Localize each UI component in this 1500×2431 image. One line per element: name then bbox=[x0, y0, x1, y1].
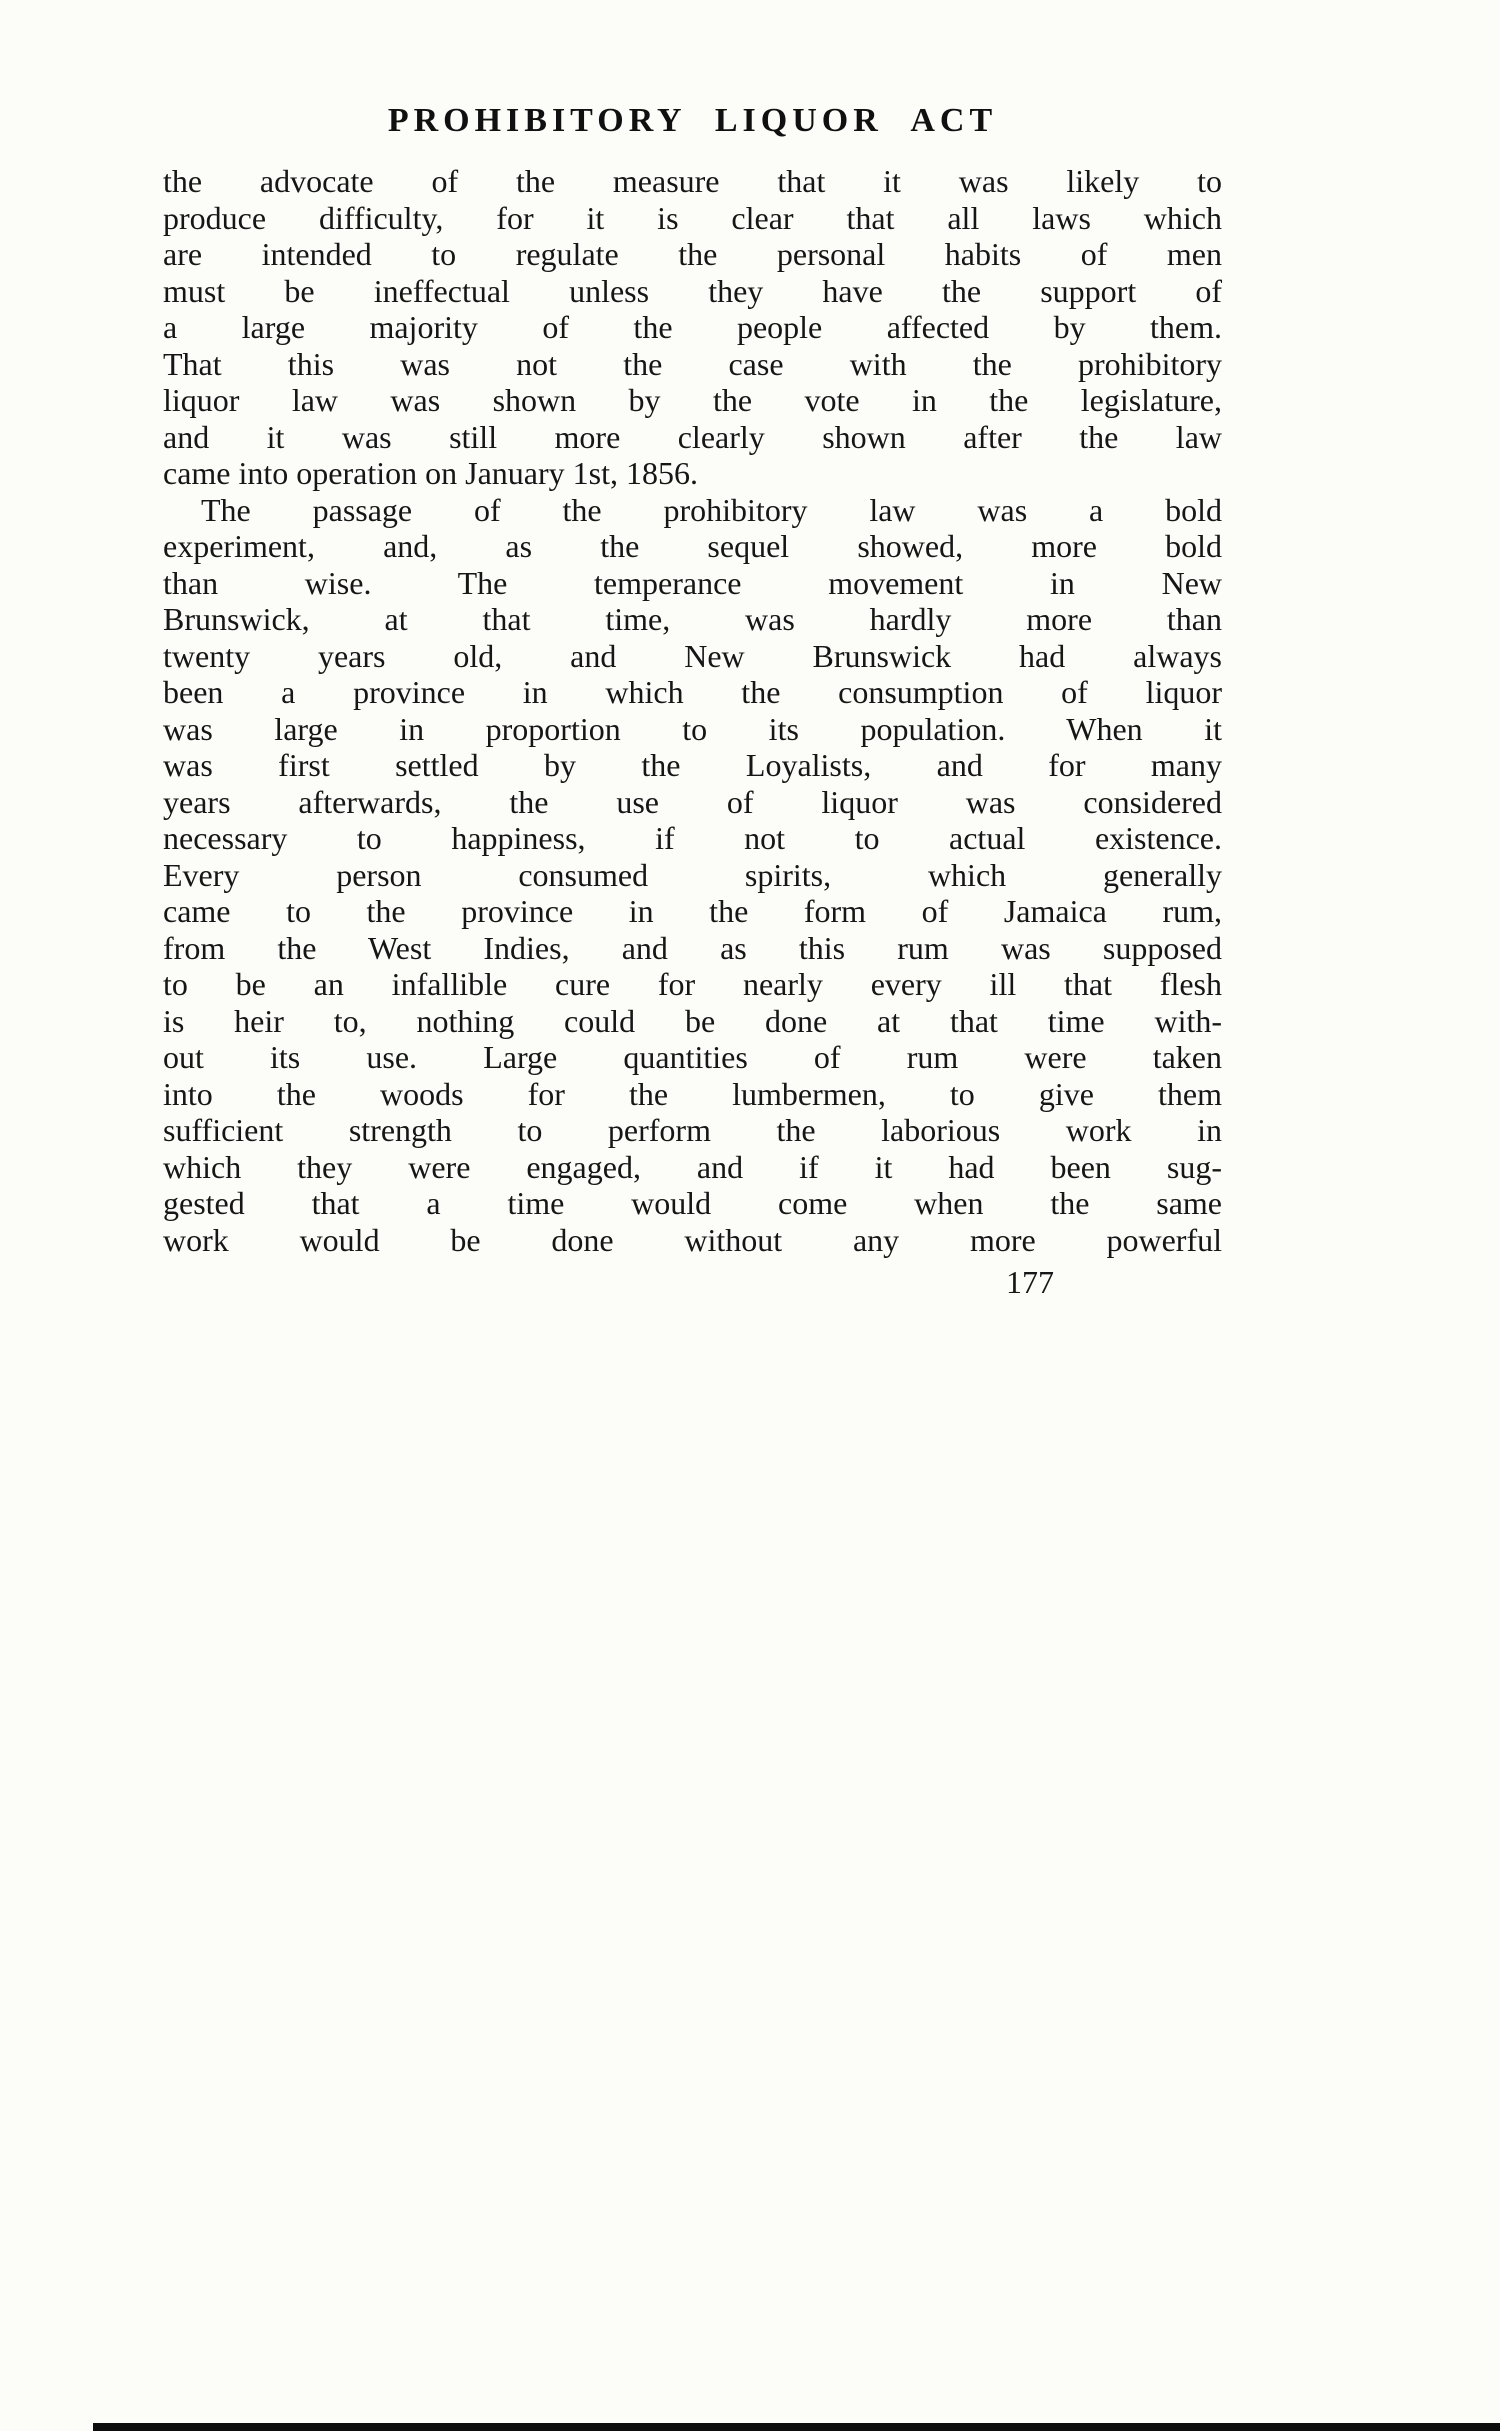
text-line: came into operation on January 1st, 1856. bbox=[163, 455, 698, 492]
body-text bbox=[163, 163, 1222, 1258]
text-line: produce difficulty, for it is clear that all laws which bbox=[163, 199, 1222, 236]
page-title: PROHIBITORY LIQUOR ACT bbox=[387, 102, 998, 139]
text-line: into the woods for the lumbermen, to give them bbox=[163, 1075, 1222, 1112]
text-line: was large in proportion to its population. When it bbox=[163, 710, 1222, 747]
book-page bbox=[163, 102, 1222, 1301]
text-line: necessary to happiness, if not to actual existence. bbox=[163, 820, 1222, 857]
text-line: and it was still more clearly shown after the law bbox=[163, 418, 1222, 455]
text-line: from the West Indies, and as this rum was supposed bbox=[163, 929, 1222, 966]
text-line: which they were engaged, and if it had been sug- bbox=[163, 1148, 1222, 1185]
text-line: the advocate of the measure that it was likely to bbox=[163, 163, 1222, 200]
text-line: That this was not the case with the prohibitory bbox=[163, 345, 1222, 382]
text-line: to be an infallible cure for nearly every ill that flesh bbox=[163, 966, 1222, 1003]
text-line: Brunswick, at that time, was hardly more than bbox=[163, 601, 1222, 638]
scan-edge-artifact bbox=[93, 2423, 1500, 2431]
text-line: was first settled by the Loyalists, and for many bbox=[163, 747, 1222, 784]
text-line: came to the province in the form of Jamaica rum, bbox=[163, 893, 1222, 930]
text-line: twenty years old, and New Brunswick had always bbox=[163, 637, 1222, 674]
text-line: a large majority of the people affected by them. bbox=[163, 309, 1222, 346]
text-line: is heir to, nothing could be done at that time with- bbox=[163, 1002, 1222, 1039]
text-line: must be ineffectual unless they have the support of bbox=[163, 272, 1222, 309]
text-line: are intended to regulate the personal habits of men bbox=[163, 236, 1222, 273]
text-line: out its use. Large quantities of rum were taken bbox=[163, 1039, 1222, 1076]
text-line: years afterwards, the use of liquor was considered bbox=[163, 783, 1222, 820]
text-line: gested that a time would come when the same bbox=[163, 1185, 1222, 1222]
text-line: than wise. The temperance movement in New bbox=[163, 564, 1222, 601]
text-line: Every person consumed spirits, which generally bbox=[163, 856, 1222, 893]
text-line: work would be done without any more powerful bbox=[163, 1221, 1222, 1258]
text-line: been a province in which the consumption of liquor bbox=[163, 674, 1222, 711]
text-line: liquor law was shown by the vote in the legislature, bbox=[163, 382, 1222, 419]
page-number: 177 bbox=[1006, 1264, 1054, 1301]
text-line: sufficient strength to perform the laborious work in bbox=[163, 1112, 1222, 1149]
text-line: experiment, and, as the sequel showed, more bold bbox=[163, 528, 1222, 565]
text-line: The passage of the prohibitory law was a bold bbox=[201, 491, 1222, 528]
